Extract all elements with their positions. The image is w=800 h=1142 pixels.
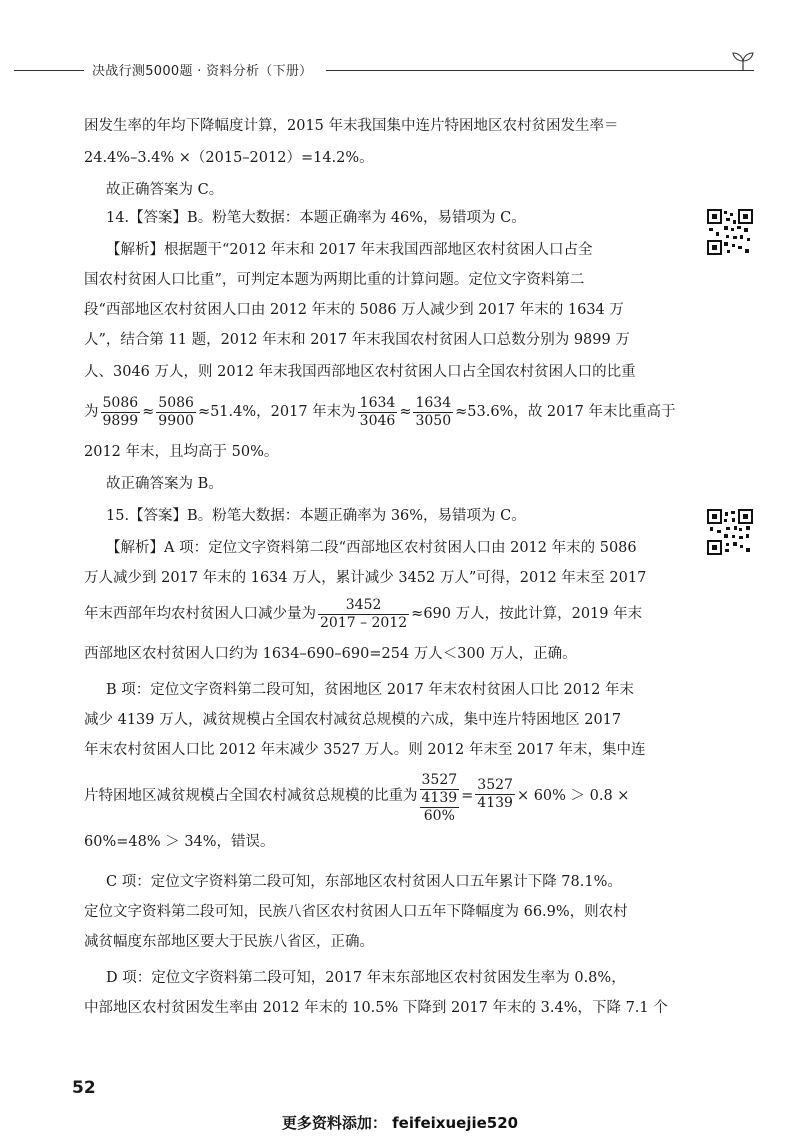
text-line: 国农村贫困人口比重”，可判定本题为两期比重的计算问题。定位文字资料第二: [84, 272, 585, 288]
q15-analysis-line: 【解析】A 项：定位文字资料第二段“西部地区农村贫困人口由 2012 年末的 5086: [106, 540, 637, 556]
text-line: 减少 4139 万人，减贫规模占全国农村减贫总规模的六成，集中连片特困地区 2017: [84, 712, 622, 728]
text-span: ≈53.6%，故 2017 年末比重高于: [455, 404, 676, 420]
text-line: 困发生率的年均下降幅度计算，2015 年末我国集中连片特困地区农村贫困发生率＝: [84, 118, 619, 134]
text-line: 人、3046 万人，则 2012 年末我国西部地区农村贫困人口占全国农村贫困人口的比重: [84, 364, 636, 380]
outer-denominator: 60%: [423, 808, 455, 824]
numerator: 5086: [102, 394, 139, 411]
numerator: 1634: [415, 394, 452, 411]
text-span: ≈690 万人，按此计算，2019 年末: [411, 606, 643, 622]
option-b-line: B 项：定位文字资料第二段可知，贫困地区 2017 年末农村贫困人口比 2012 年末: [106, 682, 635, 698]
complex-fraction: [420, 772, 460, 825]
text-line: 万人减少到 2017 年末的 1634 万人，累计减少 3452 万人”可得，2012 年末至 2017: [84, 570, 647, 586]
q15-answer-line: 15.【答案】B。粉笔大数据：本题正确率为 36%，易错项为 C。: [106, 508, 526, 524]
text-line: 西部地区农村贫困人口约为 1634–690–690=254 万人＜300 万人，正确。: [84, 646, 577, 662]
option-c-line: C 项：定位文字资料第二段可知，东部地区农村贫困人口五年累计下降 78.1%。: [106, 874, 622, 890]
option-d-line: D 项：定位文字资料第二段可知，2017 年末东部地区农村贫困发生率为 0.8%，: [106, 970, 626, 986]
fraction: [101, 395, 141, 430]
denominator: 4139: [421, 790, 458, 806]
numerator: 3527: [421, 772, 458, 788]
q14-answer-conclusion: 故正确答案为 B。: [106, 476, 223, 492]
running-header: [14, 58, 758, 82]
footer-note: 更多资料添加： feifeixuejie520: [281, 1114, 519, 1132]
denominator: 9900: [158, 412, 194, 429]
denominator: 3046: [359, 412, 396, 429]
text-span: 为: [84, 404, 99, 420]
numerator: 3527: [477, 777, 513, 793]
text-line: 60%=48% ＞ 34%，错误。: [84, 834, 275, 850]
text-line: 人”，结合第 11 题，2012 年末和 2017 年末我国农村贫困人口总数分别为 9899 万: [84, 332, 630, 348]
numerator: 1634: [359, 394, 396, 411]
numerator: 3452: [318, 597, 409, 615]
page-number: 52: [72, 1078, 96, 1098]
q15-fraction-line: [84, 596, 674, 632]
qr-code-q14[interactable]: [706, 208, 754, 256]
header-rule-left: [14, 70, 84, 71]
text-line: 年末农村贫困人口比 2012 年末减少 3527 万人。则 2012 年末至 2017 年末，集中连: [84, 742, 646, 758]
approx-sign: ≈: [399, 404, 412, 420]
header-title: 决战行测5000题 · 资料分析（下册）: [92, 64, 313, 79]
text-line: 中部地区农村贫困发生率由 2012 年末的 10.5% 下降到 2017 年末的 3.4%，下降 7.1 个: [84, 1000, 668, 1016]
sprout-icon: [730, 50, 756, 72]
q14-analysis-line: 【解析】根据题干“2012 年末和 2017 年末我国西部地区农村贫困人口占全: [106, 242, 593, 258]
text-span: 年末西部年均农村贫困人口减少量为: [84, 606, 316, 622]
text-span: × 60% ＞ 0.8 ×: [516, 788, 630, 804]
q14-fraction-line: [84, 394, 674, 430]
fraction: [156, 395, 196, 430]
inner-denominator: [420, 790, 460, 808]
q14-answer-line: 14.【答案】B。粉笔大数据：本题正确率为 46%，易错项为 C。: [106, 210, 526, 226]
fraction: [318, 597, 409, 632]
text-line: 24.4%–3.4% ×（2015–2012）=14.2%。: [84, 150, 374, 166]
text-line: 故正确答案为 C。: [106, 182, 224, 198]
fraction: [413, 395, 453, 430]
denominator: 4139: [477, 795, 513, 811]
text-line: 减贫幅度东部地区要大于民族八省区，正确。: [84, 934, 374, 950]
text-line: 2012 年末，且均高于 50%。: [84, 444, 279, 460]
fraction: [475, 777, 515, 812]
text-line: 段“西部地区农村贫困人口由 2012 年末的 5086 万人减少到 2017 年末的 1634 万: [84, 302, 624, 318]
header-rule-right: [326, 70, 754, 71]
qr-code-q15[interactable]: [706, 508, 754, 556]
denominator: 2017 – 2012: [320, 614, 408, 631]
numerator: 5086: [158, 394, 194, 411]
text-span: ≈51.4%，2017 年末为: [197, 404, 356, 420]
text-span: 片特困地区减贫规模占全国农村减贫总规模的比重为: [84, 788, 418, 804]
approx-sign: ≈: [142, 404, 155, 420]
denominator: 9899: [102, 412, 139, 429]
fraction: [358, 395, 398, 430]
q15-complex-fraction-line: [84, 772, 674, 825]
text-line: 定位文字资料第二段可知，民族八省区农村贫困人口五年下降幅度为 66.9%，则农村: [84, 904, 628, 920]
denominator: 3050: [415, 412, 452, 429]
equals-sign: =: [461, 788, 474, 804]
